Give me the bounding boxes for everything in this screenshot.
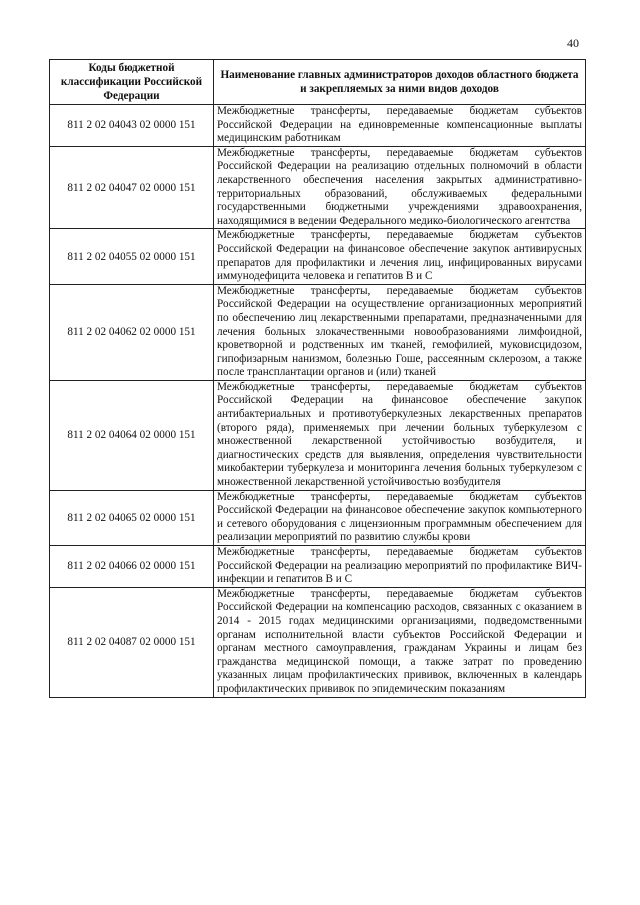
table-row <box>50 490 586 545</box>
budget-code-cell: 811 2 02 04064 02 0000 151 <box>50 380 214 490</box>
budget-code-cell: 811 2 02 04066 02 0000 151 <box>50 546 214 588</box>
budget-code-cell: 811 2 02 04087 02 0000 151 <box>50 587 214 697</box>
table-row <box>50 229 586 284</box>
code-column-header: Коды бюджетной классификации Российской Федерации <box>50 60 214 105</box>
income-description-cell: Межбюджетные трансферты, передаваемые бюджетам субъектов Российской Федерации на финансовое обеспечение закупок антибактериальных и противотуберкулезных лекарственных препаратов (второго ряда), применяемых при лечении больных туберкулезом с множественной лекарственной устойчивостью возбудителя, и диагностических средств для выявления, определения чувствительности микобактерии туберкулеза и мониторинга лечения больных туберкулезом с множественной лекарственной устойчивостью возбудителя <box>214 380 586 490</box>
budget-code-cell: 811 2 02 04043 02 0000 151 <box>50 105 214 147</box>
income-description-cell: Межбюджетные трансферты, передаваемые бюджетам субъектов Российской Федерации на единовременные компенсационные выплаты медицинским работникам <box>214 105 586 147</box>
budget-code-cell: 811 2 02 04065 02 0000 151 <box>50 490 214 545</box>
page-number: 40 <box>567 36 579 50</box>
income-description-cell: Межбюджетные трансферты, передаваемые бюджетам субъектов Российской Федерации на реализацию мероприятий по профилактике ВИЧ-инфекции и гепатитов В и С <box>214 546 586 588</box>
income-description-cell: Межбюджетные трансферты, передаваемые бюджетам субъектов Российской Федерации на осуществление организационных мероприятий по обеспечению лиц лекарственными препаратами, предназначенными для лечения больных злокачественными новообразованиями лимфоидной, кроветворной и родственных им тканей, гемофилией, муковисцидозом, гипофизарным нанизмом, болезнью Гоше, рассеянным склерозом, а также после трансплантации органов и (или) тканей <box>214 284 586 380</box>
budget-code-cell: 811 2 02 04055 02 0000 151 <box>50 229 214 284</box>
table-row <box>50 105 586 147</box>
income-description-cell: Межбюджетные трансферты, передаваемые бюджетам субъектов Российской Федерации на финансовое обеспечение закупок антивирусных препаратов для профилактики и лечения лиц, инфицированных вирусами иммунодефицита человека и гепатитов В и С <box>214 229 586 284</box>
name-column-header: Наименование главных администраторов доходов областного бюджета и закрепляемых за ними видов доходов <box>214 60 586 105</box>
budget-code-cell: 811 2 02 04047 02 0000 151 <box>50 146 214 229</box>
budget-code-cell: 811 2 02 04062 02 0000 151 <box>50 284 214 380</box>
table-row <box>50 284 586 380</box>
table-row <box>50 380 586 490</box>
income-description-cell: Межбюджетные трансферты, передаваемые бюджетам субъектов Российской Федерации на финансовое обеспечение закупок компьютерного и сетевого оборудования с лицензионным программным обеспечением для реализации мероприятий по развитию службы крови <box>214 490 586 545</box>
table-row <box>50 546 586 588</box>
income-description-cell: Межбюджетные трансферты, передаваемые бюджетам субъектов Российской Федерации на компенсацию расходов, связанных с оказанием в 2014 - 2015 годах медицинскими организациями, подведомственными органам исполнительной власти субъектов Российской Федерации и органам местного самоуправления, гражданам Украины и лицам без гражданства медицинской помощи, а также затрат по проведению указанных лицам профилактических прививок, включенных в календарь профилактических прививок по эпидемическим показаниям <box>214 587 586 697</box>
budget-classification-table <box>49 59 586 698</box>
income-description-cell: Межбюджетные трансферты, передаваемые бюджетам субъектов Российской Федерации на реализацию отдельных полномочий в области лекарственного обеспечения населения закрытых административно-территориальных образований, обслуживаемых федеральными государственными бюджетными учреждениями здравоохранения, находящимися в ведении Федерального медико-биологического агентства <box>214 146 586 229</box>
table-header-row <box>50 60 586 105</box>
table-row <box>50 587 586 697</box>
table-row <box>50 146 586 229</box>
